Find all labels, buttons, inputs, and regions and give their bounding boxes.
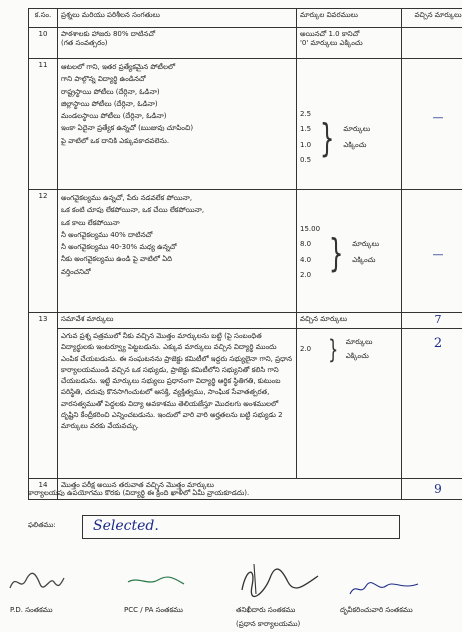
desc-line: నీ అంగవైకల్యము 40-30% మధ్య ఉన్నచో bbox=[61, 243, 177, 251]
desc-line: ఒక కంటి చూపు లేకపోయినా, ఒక చేయి లేకపోయినా, bbox=[61, 206, 205, 215]
marks-group bbox=[300, 334, 398, 365]
table-row bbox=[29, 328, 462, 478]
signature-sublabel: (ప్రధాన కార్యాలయము) bbox=[236, 620, 301, 628]
handwritten-dash: — bbox=[432, 111, 444, 124]
desc-line: పాఠశాలకు హాజరు 80% దాటినచో bbox=[61, 30, 156, 38]
signature-pcc bbox=[124, 572, 194, 592]
desc-paragraph: ఎగువ ప్రశ్న పత్రములో నీకు వచ్చిన మొత్తం మార్కులను బట్టి (పై సంబంధిత విద్యార్థులకు ఇంటర్వ్యూ పెట్టబడును. ఎక్కువ మార్కులు వచ్చిన విద్యార్థి ముందు ఎంపిక చేయబడును. ఈ సంఘటనను ప్రాజెక్టు కమిటీలో ఇద్దరు సభ్యులైనా గాని, ప్రధాన కార్యాలయముండి వచ్చిన ఒక సభ్యుడు, ప్రాజెక్టు కమిటీలోని సభ్యునితో కలిసి గాని చేయబడును. ఇట్టి మార్కులు సభ్యులు ప్రధానంగా విద్యార్థి ఆర్థిక స్థితిగతి, కుటుంబ పరిస్థితి, చదువు కొనసాగించుటలో ఆసక్తి, వ్యక్తిత్వము, సాంఘిక సేవాతత్పరత, వారసత్వముతో పెద్దలకు విద్యా అవకాశము తెలియజేస్తూ మొదలగు అంశములలో దృష్టిని కేంద్రీకరించి ఎన్నించబడును. ఇందులో వారి వారి అర్హతలను బట్టి సభ్యుడు 2 మార్కులు వరకు వేయవచ్చు. bbox=[61, 331, 293, 431]
marks-group bbox=[300, 107, 398, 169]
mark-value: 8.0 bbox=[300, 240, 312, 249]
desc-line: అంగవైకల్యము ఉన్నచో, పేరు నడవలేక పోయినా, bbox=[61, 194, 193, 202]
desc-line: ఇంకా ఏదైనా ప్రత్యేక ఉన్నచో (ఋజువు చూపించి) bbox=[61, 124, 194, 133]
signature-label: P.D. సంతకము bbox=[10, 606, 53, 614]
signature-label: PCC / PA సంతకము bbox=[124, 606, 183, 614]
marks-obtained-cell bbox=[402, 59, 462, 190]
marks-label-line: మార్కులు bbox=[343, 125, 371, 134]
signature-verifier bbox=[346, 578, 426, 600]
desc-line: ఆటలలో గాని, ఇతర ప్రత్యేకమైన పోటీలలో bbox=[61, 63, 176, 71]
header-marks-details: మార్కుల వివరములు bbox=[297, 9, 402, 28]
desc-line: పై వాటిలో ఒక దానికి ఎక్కువకాదవలెను. bbox=[61, 136, 170, 145]
desc-line: నీ అంగవైకల్యము 40% దాటినచో bbox=[61, 230, 153, 239]
signature-pd bbox=[6, 566, 66, 596]
row-title: సమావేశ మార్కులు bbox=[58, 313, 297, 329]
marks-table bbox=[28, 8, 462, 500]
mark-value: 2.0 bbox=[300, 345, 312, 354]
brace-icon: } bbox=[328, 230, 344, 275]
row-description bbox=[58, 328, 297, 478]
marks-group bbox=[300, 222, 398, 284]
marks-values bbox=[300, 222, 320, 284]
marks-label-line: మార్కులు bbox=[352, 240, 380, 249]
table-header bbox=[29, 9, 462, 28]
row-number: 11 bbox=[29, 59, 58, 190]
row-description bbox=[58, 28, 297, 59]
desc-line: గాని పాల్గొన్న విద్యార్థి ఉండినచో bbox=[61, 75, 146, 84]
row-number: 14 bbox=[29, 478, 58, 499]
row-marks bbox=[297, 28, 402, 59]
office-use-note: కార్యాలయపు ఉపయోగము కొరకు (విద్యార్థి ఈ క్రింది ఖాళీలో ఏమీ వ్రాయకూడదు). bbox=[28, 489, 250, 497]
mark-value: 0.5 bbox=[300, 156, 312, 165]
table-row bbox=[29, 59, 462, 190]
table-row bbox=[29, 313, 462, 329]
mark-value: 15.00 bbox=[300, 225, 321, 233]
marks-obtained-cell: 9 bbox=[402, 478, 462, 499]
signature-inspector bbox=[234, 560, 324, 600]
row-description: మొత్తం పరీక్ష అయిన తరువాత వచ్చిన మొత్తం మార్కులు bbox=[58, 478, 402, 499]
signature-label: తనిఖీదారు సంతకము bbox=[236, 606, 296, 614]
row-marks-title: వచ్చిన మార్కులు bbox=[297, 313, 402, 329]
row-number: 12 bbox=[29, 190, 58, 313]
desc-line: (గత సంవత్సరం) bbox=[61, 39, 108, 48]
row-number: 13 bbox=[29, 313, 58, 479]
marks-label bbox=[352, 240, 379, 265]
marks-label-line: ఎక్కించు bbox=[343, 140, 367, 149]
result-value: Selected. bbox=[93, 518, 159, 534]
result-label: ఫలితము: bbox=[28, 521, 56, 529]
marks-label bbox=[343, 125, 370, 150]
desc-line: మండలస్థాయి పోటీలు (దేర్గినా, ఓడినా) bbox=[61, 112, 167, 120]
marks-obtained-cell bbox=[402, 28, 462, 59]
mark-value: 1.0 bbox=[300, 140, 312, 149]
marks-obtained-cell: 7 bbox=[402, 313, 462, 329]
handwritten-dash: — bbox=[432, 248, 444, 261]
marks-label-line: ఎక్కించు bbox=[345, 351, 369, 360]
mark-value: 4.0 bbox=[300, 255, 312, 264]
row-marks bbox=[297, 59, 402, 190]
brace-icon: } bbox=[328, 334, 339, 365]
desc-line: రాష్ట్రస్థాయి పోటీలు (దేర్గినా, ఓడినా) bbox=[61, 87, 160, 96]
marks-obtained-cell bbox=[402, 328, 462, 478]
desc-line: ఒక కాలు లేకపోయినా bbox=[61, 218, 120, 227]
table-row bbox=[29, 28, 462, 59]
row-description bbox=[58, 190, 297, 313]
marks-line: '0' మార్కులు ఎక్కించు bbox=[300, 39, 363, 48]
header-serial: క.సం. bbox=[29, 9, 58, 28]
brace-icon: } bbox=[319, 115, 335, 160]
table-row bbox=[29, 190, 462, 313]
desc-line: నీకు అంగవైకల్యము ఉండి పై వాటిలో ఏది bbox=[61, 255, 173, 264]
header-description: ప్రశ్నలు మరియు పరిశీలన సంగతులు bbox=[58, 9, 297, 28]
row-description bbox=[58, 59, 297, 190]
marks-label-line: ఎక్కించు bbox=[352, 255, 376, 264]
marks-label-line: మార్కులు bbox=[345, 338, 373, 347]
marks-label bbox=[346, 338, 373, 361]
handwritten-mark: 2 bbox=[433, 335, 443, 351]
desc-line: వర్తించనిచో bbox=[61, 267, 91, 276]
signature-label: దృవీకరించువారి సంతకము bbox=[340, 606, 413, 614]
marks-values bbox=[300, 107, 311, 169]
desc-line: జిల్లాస్థాయి పోటీలు (దేర్గినా, ఓడినా) bbox=[61, 99, 158, 108]
row-marks bbox=[297, 190, 402, 313]
row-marks bbox=[297, 328, 402, 478]
mark-value: 2.0 bbox=[300, 271, 312, 280]
header-marks-obtained: వచ్చిన మార్కులు bbox=[402, 9, 462, 28]
row-number: 10 bbox=[29, 28, 58, 59]
mark-value: 1.5 bbox=[300, 125, 312, 134]
marks-line: అయినచో 1.0 కానిచో bbox=[300, 30, 360, 38]
marks-obtained-cell bbox=[402, 190, 462, 313]
marks-values bbox=[300, 345, 311, 354]
result-field[interactable] bbox=[82, 515, 400, 539]
mark-value: 2.5 bbox=[300, 110, 312, 118]
